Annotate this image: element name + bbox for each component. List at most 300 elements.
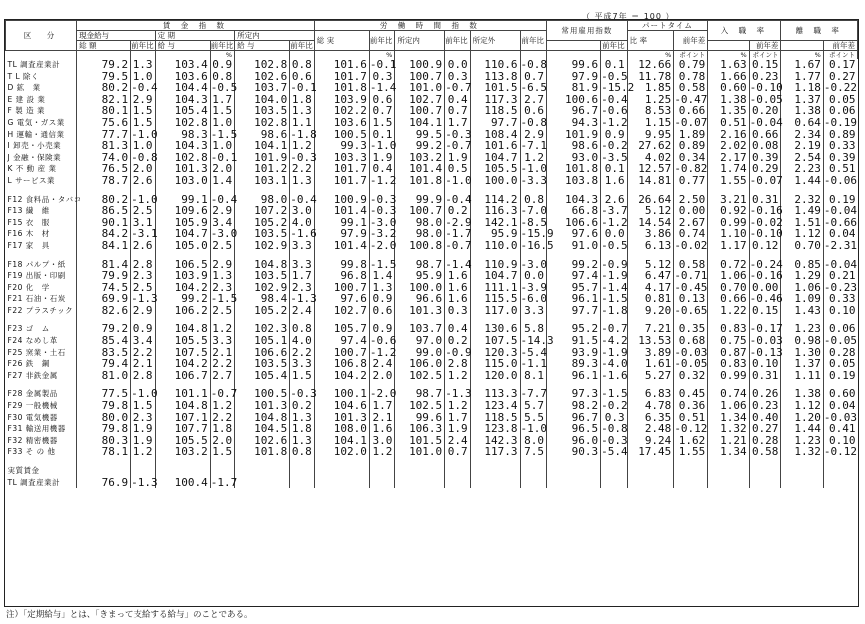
cell-value: 2.0	[210, 435, 234, 447]
cell-value: 96.7	[547, 105, 601, 117]
row-label: F22 プラスチック	[7, 305, 74, 315]
cell-value: -0.05	[749, 92, 783, 106]
cell-value: -7.7	[520, 387, 547, 401]
cell-value: 104.7	[155, 228, 210, 240]
cell-value: -7.0	[520, 204, 547, 218]
cell-value: 2.9	[210, 205, 234, 217]
cell-value: -0.19	[823, 115, 857, 129]
cell-value: 104.3	[155, 140, 210, 152]
cell-value: 103.1	[235, 175, 290, 187]
cell-value: -0.4	[131, 81, 158, 95]
cell-value: 1.8	[290, 94, 314, 106]
cell-value: 1.66	[708, 71, 749, 83]
cell-value: -0.3	[601, 433, 628, 447]
row-label: F18 パルプ・紙	[7, 259, 66, 269]
cell-value: 0.75	[708, 335, 749, 347]
cell-value	[290, 465, 314, 477]
cell-value: 104.3	[155, 94, 210, 106]
cell-value: -0.03	[749, 334, 783, 348]
cell-value: 1.3	[290, 412, 314, 424]
cell-value: 1.3	[290, 105, 314, 117]
cell-value: 101.9	[235, 152, 290, 164]
header-separation-rate: 離 職 率	[781, 21, 858, 41]
cell-value: 104.1	[235, 140, 290, 152]
cell-value: 118.5	[470, 105, 520, 117]
cell-value: -6.5	[520, 81, 547, 95]
cell-value: 8.0	[520, 435, 547, 447]
cell-value: 1.44	[781, 175, 823, 187]
cell-value: 101.8	[235, 446, 290, 458]
cell-value: 99.2	[155, 293, 210, 305]
cell-value: -0.04	[749, 115, 783, 129]
cell-value: 79.2	[77, 323, 131, 335]
cell-value: 0.41	[823, 423, 857, 435]
cell-value: 96.5	[547, 423, 601, 435]
cell-value: 1.9	[131, 435, 155, 447]
cell-value: -1.3	[290, 292, 317, 306]
cell-value: 0.27	[823, 71, 857, 83]
cell-value: -2.9	[445, 215, 472, 229]
cell-value: 101.6	[470, 140, 520, 152]
cell-value: -6.0	[520, 292, 547, 306]
row-label: 実質賃金	[7, 466, 40, 475]
cell-value: 0.99	[708, 217, 749, 229]
cell-value: -2.31	[823, 238, 857, 252]
cell-value: 103.5	[235, 270, 290, 282]
cell-value: 4.78	[627, 400, 674, 412]
cell-value: -0.65	[674, 303, 708, 317]
cell-value: 0.66	[749, 129, 781, 141]
cell-value: 107.1	[155, 412, 210, 424]
table-row	[6, 59, 858, 71]
cell-value: 0.05	[823, 358, 857, 370]
cell-value: 1.2	[290, 140, 314, 152]
cell-value: 102.0	[314, 446, 369, 458]
cell-value: -1.9	[601, 345, 628, 359]
cell-value: 1.55	[674, 446, 708, 458]
cell-value: -0.9	[601, 257, 628, 271]
cell-value: 103.7	[395, 323, 445, 335]
cell-value: 103.4	[155, 59, 210, 71]
cell-value: -0.1	[290, 81, 317, 95]
cell-value: 89.3	[547, 358, 601, 370]
cell-value: 103.9	[314, 94, 369, 106]
row-label: E 建 設 業	[7, 94, 46, 104]
cell-value: 105.7	[314, 323, 369, 335]
cell-value: -3.2	[369, 227, 397, 241]
cell-value: 106.6	[547, 217, 601, 229]
cell-value: 97.7	[470, 117, 520, 129]
cell-value: 101.5	[470, 82, 520, 94]
cell-value: 103.2	[155, 446, 210, 458]
cell-value: 1.12	[781, 228, 823, 240]
cell-value: -1.6	[290, 227, 317, 241]
row-label: F25 窯業・土石	[7, 347, 66, 357]
cell-value: -1.9	[601, 269, 628, 283]
table-row	[6, 205, 858, 217]
cell-value: -1.0	[369, 139, 397, 153]
cell-value	[627, 477, 674, 489]
cell-value: 0.0	[520, 270, 547, 282]
cell-value: -0.6	[601, 104, 628, 118]
cell-value: 1.6	[445, 270, 470, 282]
cell-value: 1.85	[627, 82, 674, 94]
cell-value: 0.98	[781, 335, 823, 347]
cell-value: -0.07	[749, 173, 783, 187]
cell-value: -1.8	[290, 127, 317, 141]
cell-value: 1.7	[369, 400, 394, 412]
cell-value: 110.0	[470, 240, 520, 252]
cell-value: 96.8	[314, 270, 369, 282]
cell-value: 2.6	[131, 240, 155, 252]
cell-value: 0.28	[749, 435, 781, 447]
cell-value: -0.24	[749, 257, 783, 271]
cell-value: 1.34	[708, 412, 749, 424]
cell-value: 100.4	[155, 477, 210, 489]
cell-value: 101.4	[314, 205, 369, 217]
cell-value	[749, 477, 781, 489]
cell-value: -0.7	[445, 81, 472, 95]
cell-value: -1.4	[601, 280, 628, 294]
cell-value: 2.3	[131, 270, 155, 282]
cell-value: 77.7	[77, 129, 131, 141]
cell-value: 1.11	[781, 370, 823, 382]
cell-value: 96.1	[547, 370, 601, 382]
cell-value: 11.78	[627, 71, 674, 83]
cell-value: 99.2	[547, 259, 601, 271]
row-label: F 製 造 業	[7, 106, 45, 116]
cell-value: 1.89	[674, 129, 708, 141]
cell-value: 2.8	[445, 358, 470, 370]
cell-value: 2.3	[290, 282, 314, 294]
cell-value: 95.7	[547, 282, 601, 294]
cell-value: 2.02	[708, 140, 749, 152]
cell-value: -0.2	[601, 399, 628, 413]
unit-percent: %	[369, 51, 394, 60]
cell-value	[235, 477, 290, 489]
cell-value: 1.37	[781, 358, 823, 370]
cell-value: 106.8	[314, 358, 369, 370]
table-row	[6, 400, 858, 412]
cell-value: 100.5	[314, 129, 369, 141]
cell-value: 82.6	[77, 305, 131, 317]
table-row	[6, 240, 858, 252]
cell-value: -1.2	[369, 173, 397, 187]
cell-value: 104.2	[314, 370, 369, 382]
cell-value: -0.03	[674, 345, 708, 359]
cell-value	[627, 465, 674, 477]
row-label: F29 一般機械	[7, 401, 58, 411]
cell-value: 101.3	[395, 305, 445, 317]
cell-value: 1.5	[369, 117, 394, 129]
cell-value: 6.35	[627, 412, 674, 424]
cell-value: -0.22	[823, 81, 857, 95]
row-label: TL 調査産業計	[7, 477, 61, 487]
cell-value: 0.26	[749, 388, 781, 400]
cell-value: 1.09	[781, 293, 823, 305]
header-cash-earnings: 現金給与	[77, 31, 155, 41]
table-row	[6, 446, 858, 458]
cell-value: 100.7	[395, 105, 445, 117]
cell-value: 1.38	[781, 388, 823, 400]
cell-value: 97.4	[314, 335, 369, 347]
cell-value: 118.5	[470, 412, 520, 424]
cell-value: 0.8	[290, 323, 314, 335]
cell-value: -1.4	[369, 81, 397, 95]
cell-value: -3.1	[131, 227, 158, 241]
cell-value: 2.23	[781, 163, 823, 175]
cell-value: 117.3	[470, 94, 520, 106]
cell-value: 2.4	[369, 358, 394, 370]
cell-value: 96.0	[547, 435, 601, 447]
row-label: L サービス業	[7, 175, 56, 185]
cell-value: 99.5	[395, 129, 445, 141]
cell-value: 1.63	[708, 59, 749, 71]
cell-value: 2.8	[131, 370, 155, 382]
cell-value: 103.9	[155, 270, 210, 282]
cell-value: 0.78	[674, 71, 708, 83]
row-label: D 鉱 業	[7, 83, 41, 93]
cell-value: 104.1	[314, 435, 369, 447]
table-row	[6, 370, 858, 382]
row-label: F24 なめし革	[7, 336, 58, 346]
cell-value: -8.5	[520, 215, 547, 229]
cell-value: -0.10	[749, 81, 783, 95]
cell-value: 5.12	[627, 259, 674, 271]
table-row	[6, 270, 858, 282]
cell-value: 105.4	[235, 370, 290, 382]
cell-value: 107.7	[155, 423, 210, 435]
cell-value: 2.48	[627, 423, 674, 435]
cell-value: -3.5	[601, 150, 628, 164]
cell-value: 27.62	[627, 140, 674, 152]
cell-value: 0.60	[708, 82, 749, 94]
cell-value: 0.51	[823, 163, 857, 175]
cell-value: 105.5	[155, 335, 210, 347]
cell-value: 0.1	[369, 129, 394, 141]
cell-value: 1.5	[131, 400, 155, 412]
cell-value: 1.3	[210, 270, 234, 282]
cell-value: 0.2	[290, 400, 314, 412]
cell-value: -0.4	[210, 192, 238, 206]
cell-value: 99.0	[395, 347, 445, 359]
cell-value: 0.58	[749, 446, 781, 458]
cell-value: 102.3	[235, 323, 290, 335]
cell-value: 116.3	[470, 205, 520, 217]
cell-value: 1.4	[369, 270, 394, 282]
cell-value: 1.06	[708, 270, 749, 282]
cell-value: -0.23	[823, 280, 857, 294]
cell-value: -0.8	[601, 422, 628, 436]
cell-value: 1.74	[708, 163, 749, 175]
cell-value: 101.7	[314, 71, 369, 83]
header-diff-parttime: 前年差	[674, 31, 708, 51]
cell-value: 0.7	[520, 71, 547, 83]
cell-value: 2.54	[781, 152, 823, 164]
cell-value: 103.6	[314, 117, 369, 129]
cell-value: 1.5	[290, 370, 314, 382]
cell-value: 3.4	[131, 335, 155, 347]
cell-value: 1.6	[445, 282, 470, 294]
cell-value: 0.06	[823, 105, 857, 117]
cell-value: 101.3	[155, 163, 210, 175]
cell-value: 103.0	[155, 175, 210, 187]
cell-value	[235, 465, 290, 477]
cell-value: 100.8	[395, 240, 445, 252]
cell-value: 98.3	[155, 129, 210, 141]
cell-value: -0.4	[601, 92, 628, 106]
cell-value: 99.6	[547, 59, 601, 71]
cell-value: 3.3	[290, 358, 314, 370]
cell-value: 1.0	[210, 140, 234, 152]
cell-value: 0.19	[823, 370, 857, 382]
cell-value: 86.5	[77, 205, 131, 217]
header-yoy-scheduled-within: 前年比	[290, 41, 313, 50]
header-yoy-scheduled: 前年比	[210, 41, 234, 50]
cell-value: 105.9	[155, 217, 210, 229]
cell-value: -0.07	[674, 115, 708, 129]
cell-value	[674, 465, 708, 477]
cell-value: -0.71	[674, 269, 708, 283]
cell-value: 3.4	[210, 217, 234, 229]
cell-value	[290, 477, 314, 489]
cell-value: 2.3	[131, 412, 155, 424]
cell-value: 76.5	[77, 163, 131, 175]
cell-value: 0.3	[445, 305, 470, 317]
cell-value: 1.7	[290, 270, 314, 282]
cell-value: 76.9	[77, 477, 131, 489]
cell-value: 2.2	[290, 163, 314, 175]
cell-value: 102.9	[235, 282, 290, 294]
cell-value	[470, 465, 520, 477]
cell-value: 84.2	[77, 228, 131, 240]
header-total-hours: 総 実	[314, 31, 369, 51]
cell-value	[674, 477, 708, 489]
cell-value: -14.3	[520, 334, 554, 348]
cell-value	[395, 465, 445, 477]
cell-value: -1.3	[131, 292, 158, 306]
header-hours-index: 労 働 時 間 指 数	[314, 21, 546, 31]
cell-value: 1.38	[781, 105, 823, 117]
cell-value: 101.8	[547, 163, 601, 175]
cell-value: 1.5	[210, 105, 234, 117]
cell-value: 2.2	[210, 358, 234, 370]
cell-value: -0.45	[674, 280, 708, 294]
cell-value: 1.29	[781, 270, 823, 282]
cell-value: 2.6	[131, 175, 155, 187]
cell-value: 80.1	[77, 105, 131, 117]
cell-value: 80.3	[77, 435, 131, 447]
cell-value	[445, 477, 470, 489]
cell-value: -4.0	[601, 357, 628, 371]
cell-value: 2.0	[131, 163, 155, 175]
header-yoy-cash: 前年比	[131, 41, 154, 50]
header-yoy-employment: 前年比	[601, 41, 628, 51]
cell-value: 104.8	[155, 323, 210, 335]
cell-value: 120.0	[470, 370, 520, 382]
cell-value: 0.6	[369, 94, 394, 106]
cell-value: -0.8	[131, 150, 158, 164]
cell-value: 77.5	[77, 388, 131, 400]
cell-value: 1.6	[445, 293, 470, 305]
cell-value: 1.06	[781, 282, 823, 294]
cell-value: 2.7	[520, 94, 547, 106]
cell-value: 0.35	[674, 323, 708, 335]
cell-value	[708, 477, 749, 489]
cell-value: 101.5	[395, 435, 445, 447]
cell-value: 104.5	[235, 423, 290, 435]
cell-value: 0.36	[674, 400, 708, 412]
header-employment-index: 常用雇用指数	[547, 21, 628, 41]
cell-value: 1.2	[210, 400, 234, 412]
cell-value: 101.8	[395, 175, 445, 187]
cell-value	[601, 465, 628, 477]
cell-value: 69.9	[77, 293, 131, 305]
cell-value: 1.38	[708, 94, 749, 106]
cell-value: -0.8	[520, 115, 547, 129]
cell-value: -0.3	[290, 150, 317, 164]
cell-value: -1.0	[131, 192, 158, 206]
cell-value: 96.6	[395, 293, 445, 305]
cell-value: 1.2	[520, 152, 547, 164]
cell-value: -1.4	[445, 257, 472, 271]
cell-value: 117.3	[470, 446, 520, 458]
cell-value: -1.7	[445, 227, 472, 241]
cell-value: 75.6	[77, 117, 131, 129]
cell-value: 0.68	[674, 335, 708, 347]
cell-value: -0.10	[749, 227, 783, 241]
cell-value: -0.3	[445, 127, 472, 141]
cell-value: 0.70	[708, 282, 749, 294]
cell-value: 0.33	[823, 140, 857, 152]
cell-value: 1.6	[601, 175, 628, 187]
cell-value: 99.6	[395, 412, 445, 424]
cell-value: 6.13	[627, 240, 674, 252]
cell-value	[547, 465, 601, 477]
cell-value: 0.77	[674, 175, 708, 187]
cell-value: 115.0	[470, 358, 520, 370]
cell-value: -0.2	[601, 139, 628, 153]
header-diff-separation: 前年差	[823, 41, 857, 51]
cell-value: -3.3	[520, 173, 547, 187]
cell-value: 0.8	[290, 59, 314, 71]
header-accession-rate: 入 職 率	[708, 21, 781, 41]
cell-value: 109.6	[155, 205, 210, 217]
cell-value: 100.9	[395, 59, 445, 71]
cell-value: 0.7	[445, 105, 470, 117]
cell-value: -16.5	[520, 238, 554, 252]
cell-value: 99.3	[314, 140, 369, 152]
cell-value: -0.02	[674, 238, 708, 252]
cell-value: -0.46	[749, 292, 783, 306]
cell-value: 0.00	[749, 282, 781, 294]
cell-value: 2.8	[131, 259, 155, 271]
cell-value: 3.3	[210, 335, 234, 347]
cell-value: -0.5	[601, 69, 628, 83]
row-label: T L 除く	[7, 71, 40, 81]
row-label: F32 精密機器	[7, 435, 58, 445]
cell-value: 1.7	[210, 94, 234, 106]
cell-value: 6.83	[627, 388, 674, 400]
cell-value: 100.6	[547, 94, 601, 106]
cell-value: 101.7	[314, 175, 369, 187]
cell-value: 1.4	[210, 175, 234, 187]
row-label: J 金融・保険業	[7, 152, 62, 162]
row-label: G 電気・ガス業	[7, 117, 65, 127]
cell-value: 74.5	[77, 282, 131, 294]
cell-value: 2.2	[290, 347, 314, 359]
cell-value: 79.8	[77, 423, 131, 435]
